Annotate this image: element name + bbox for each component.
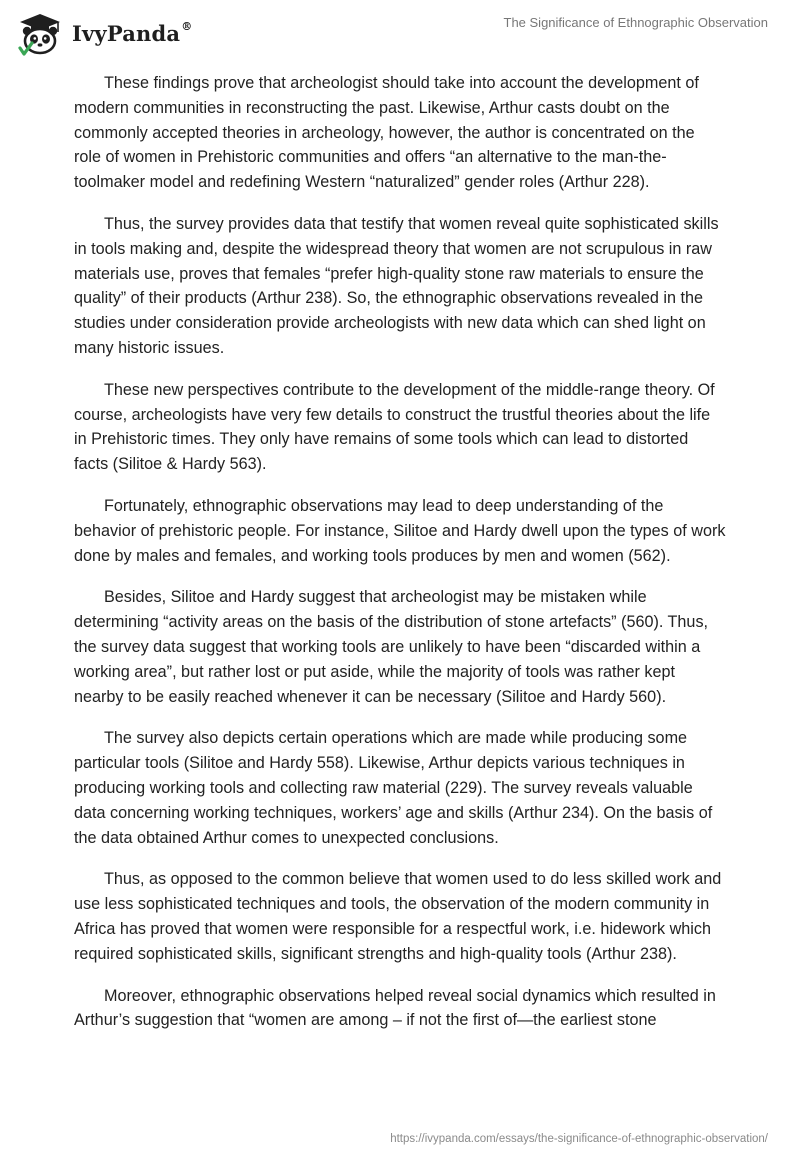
paragraph: Moreover, ethnographic observations helped reveal social dynamics which resulted in Arthur’s suggestion that “women are among – if not the first of—the earliest stone (74, 986, 716, 1030)
brand-logo[interactable] (14, 10, 192, 58)
essay-body (74, 71, 726, 1050)
paragraph: Thus, as opposed to the common believe that women used to do less skilled work and use less sophisticated techniques and tools, the observation of the modern community in Africa has proved that women were responsible for a respectful work, i.e. hidework which required sophisticated skills, significant strengths and high-quality tools (Arthur 238). (74, 870, 722, 963)
paragraph: Fortunately, ethnographic observations may lead to deep understanding of the behavior of prehistoric people. For instance, Silitoe and Hardy dwell upon the types of work done by males and females, and working tools produces by men and women (562). (74, 496, 726, 565)
document-title: The Significance of Ethnographic Observation (503, 15, 768, 30)
page-header (0, 0, 800, 70)
brand-name: IvyPanda® (72, 19, 193, 46)
paragraph: These findings prove that archeologist should take into account the development of modern communities in reconstructing the past. Likewise, Arthur casts doubt on the commonly accepted theories in archeology, however, the author is concentrated on the role of women in Prehistoric communities and offers “an alternative to the man-the-toolmaker model and redefining Western “naturalized” gender roles (Arthur 228). (74, 74, 699, 192)
paragraph: Besides, Silitoe and Hardy suggest that archeologist may be mistaken while determining “activity areas on the basis of the distribution of stone artefacts” (560). Thus, the survey data suggest that working tools are unlikely to have been “discarded within a working area”, but rather lost or put aside, while the majority of tools was rather kept nearby to be easily reached whenever it can be necessary (Silitoe and Hardy 560). (74, 588, 709, 706)
paragraph: These new perspectives contribute to the development of the middle-range theory. Of course, archeologists have very few details to construct the trustful theories about the life in Prehistoric times. They only have remains of some tools which can lead to distorted facts (Silitoe & Hardy 563). (74, 380, 715, 474)
paragraph: Thus, the survey provides data that testify that women reveal quite sophisticated skills in tools making and, despite the widespread theory that women are not scrupulous in raw materials use, proves that females “prefer high-quality stone raw materials to ensure the quality” of their products (Arthur 238). So, the ethnographic observations revealed in the studies under consideration provide archeologists with new data which can shed light on many historic issues. (74, 214, 719, 357)
paragraph: The survey also depicts certain operations which are made while producing some particular tools (Silitoe and Hardy 558). Likewise, Arthur depicts various techniques in producing working tools and collecting raw material (229). The survey reveals valuable data concerning working techniques, workers’ age and skills (Arthur 234). On the basis of the data obtained Arthur comes to unexpected conclusions. (74, 729, 713, 847)
panda-graduation-cap-icon (14, 10, 66, 58)
source-url-link[interactable]: https://ivypanda.com/essays/the-significance-of-ethnographic-observation/ (390, 1133, 768, 1145)
